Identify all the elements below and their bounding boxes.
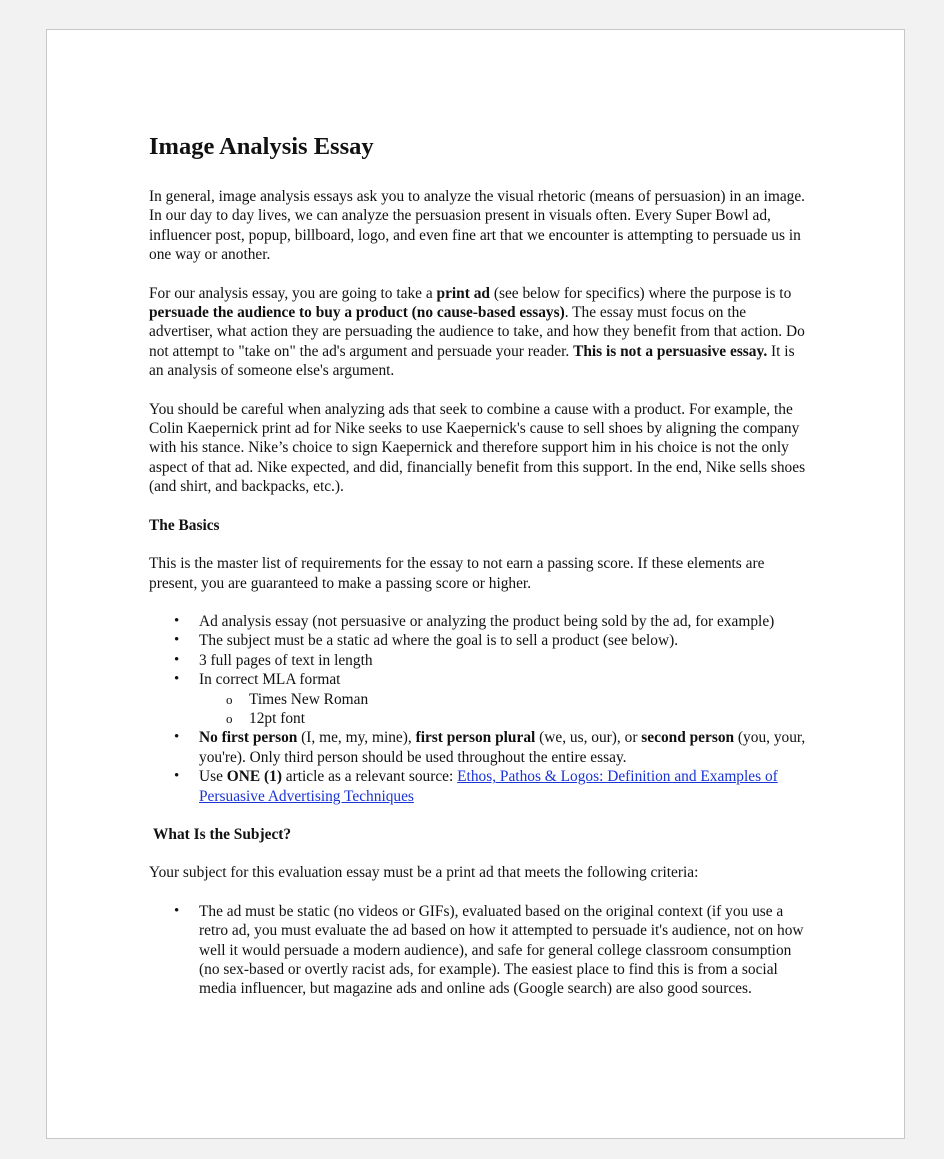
bold-text: ONE (1)	[226, 768, 282, 786]
document-page	[46, 29, 905, 1139]
subject-heading: What Is the Subject?	[153, 825, 292, 843]
text-run: For our analysis essay, you are going to take a	[149, 284, 437, 302]
assignment-paragraph	[149, 284, 809, 381]
list-item-text: Ad analysis essay (not persuasive or analyzing the product being sold by the ad, for example)	[199, 612, 775, 630]
list-item	[149, 902, 809, 999]
text-run: It is an analysis of someone else's argument.	[149, 342, 795, 380]
bullet-icon: •	[174, 768, 180, 785]
bold-text: first person plural	[415, 729, 536, 747]
bold-text: This is not a persuasive essay.	[573, 342, 768, 360]
sublist-item	[199, 709, 809, 728]
bold-text: persuade the audience to buy a product (no cause-based essays)	[149, 304, 565, 322]
source-article-link[interactable]: Ethos, Pathos & Logos: Definition and Examples of Persuasive Advertising Techniques	[199, 768, 778, 805]
bullet-icon: •	[174, 902, 180, 919]
bullet-icon: •	[174, 651, 180, 668]
list-item	[149, 651, 809, 670]
list-item	[149, 767, 809, 806]
list-item-text: In correct MLA format	[199, 671, 341, 689]
caution-paragraph: You should be careful when analyzing ads that seek to combine a cause with a product. For example, the Colin Kaepernick print ad for Nike seeks to use Kaepernick's cause to sell shoes by aligning the company with his stance. Nike’s choice to sign Kaepernick and therefore support him in his choice is not the only aspect of that ad. Nike expected, and did, financially benefit from this support. In the end, Nike sells shoes (and shirt, and backpacks, etc.).	[149, 400, 806, 496]
sublist-item-text: Times New Roman	[249, 690, 369, 708]
document-body	[149, 130, 809, 1018]
mla-sublist	[199, 690, 809, 729]
sublist-item-text: 12pt font	[249, 709, 306, 727]
intro-paragraph: In general, image analysis essays ask you to analyze the visual rhetoric (means of persuasion) in an image. In our day to day lives, we can analyze the persuasion present in visuals often. Every Super Bowl ad, influencer post, popup, billboard, logo, and even fine art that we encounter is attempting to persuade us in one way or another.	[149, 188, 806, 264]
list-item	[149, 631, 809, 650]
bold-text: print ad	[436, 284, 490, 302]
list-item-text: The ad must be static (no videos or GIFs), evaluated based on the original context (if you use a retro ad, you must evaluate the ad based on how it attempted to persuade it's audience, not on how well it would persuade a modern audience), and safe for general college classroom consumption (no sex-based or overtly racist ads, for example). The easiest place to find this is from a social media influencer, but magazine ads and online ads (Google search) are also good sources.	[199, 902, 804, 998]
bullet-icon: •	[174, 729, 180, 746]
bullet-icon: •	[174, 671, 180, 688]
requirements-list	[149, 612, 809, 806]
text-run: (I, me, my, mine),	[297, 729, 416, 747]
list-item	[149, 670, 809, 728]
basics-heading: The Basics	[149, 516, 220, 534]
criteria-list	[149, 902, 809, 999]
document-title: Image Analysis Essay	[149, 133, 374, 160]
text-run: . The essay must focus on the advertiser, what action they are persuading the audience to take, and how they benefit from that action. Do not attempt to "take on" the ad's argument and persuade your reader.	[149, 304, 805, 360]
text-run: (you, your, you're). Only third person should be used throughout the entire essay.	[199, 729, 806, 766]
text-run: Use	[199, 768, 227, 786]
text-run: article as a relevant source:	[281, 768, 458, 786]
list-item	[149, 612, 809, 631]
list-item	[149, 728, 809, 767]
basics-paragraph: This is the master list of requirements for the essay to not earn a passing score. If these elements are present, you are guaranteed to make a passing score or higher.	[149, 555, 765, 592]
bold-text: No first person	[199, 729, 298, 747]
list-item-text: 3 full pages of text in length	[199, 651, 373, 669]
sub-bullet-icon: o	[226, 710, 233, 726]
bullet-icon: •	[174, 632, 180, 649]
subject-paragraph: Your subject for this evaluation essay must be a print ad that meets the following criteria:	[149, 864, 699, 882]
sublist-item	[199, 690, 809, 709]
bullet-icon: •	[174, 612, 180, 629]
bold-text: second person	[641, 729, 735, 747]
text-run: (see below for specifics) where the purpose is to	[489, 284, 792, 302]
list-item-text: The subject must be a static ad where the goal is to sell a product (see below).	[199, 632, 679, 650]
text-run: (we, us, our), or	[535, 729, 642, 747]
sub-bullet-icon: o	[226, 691, 233, 707]
